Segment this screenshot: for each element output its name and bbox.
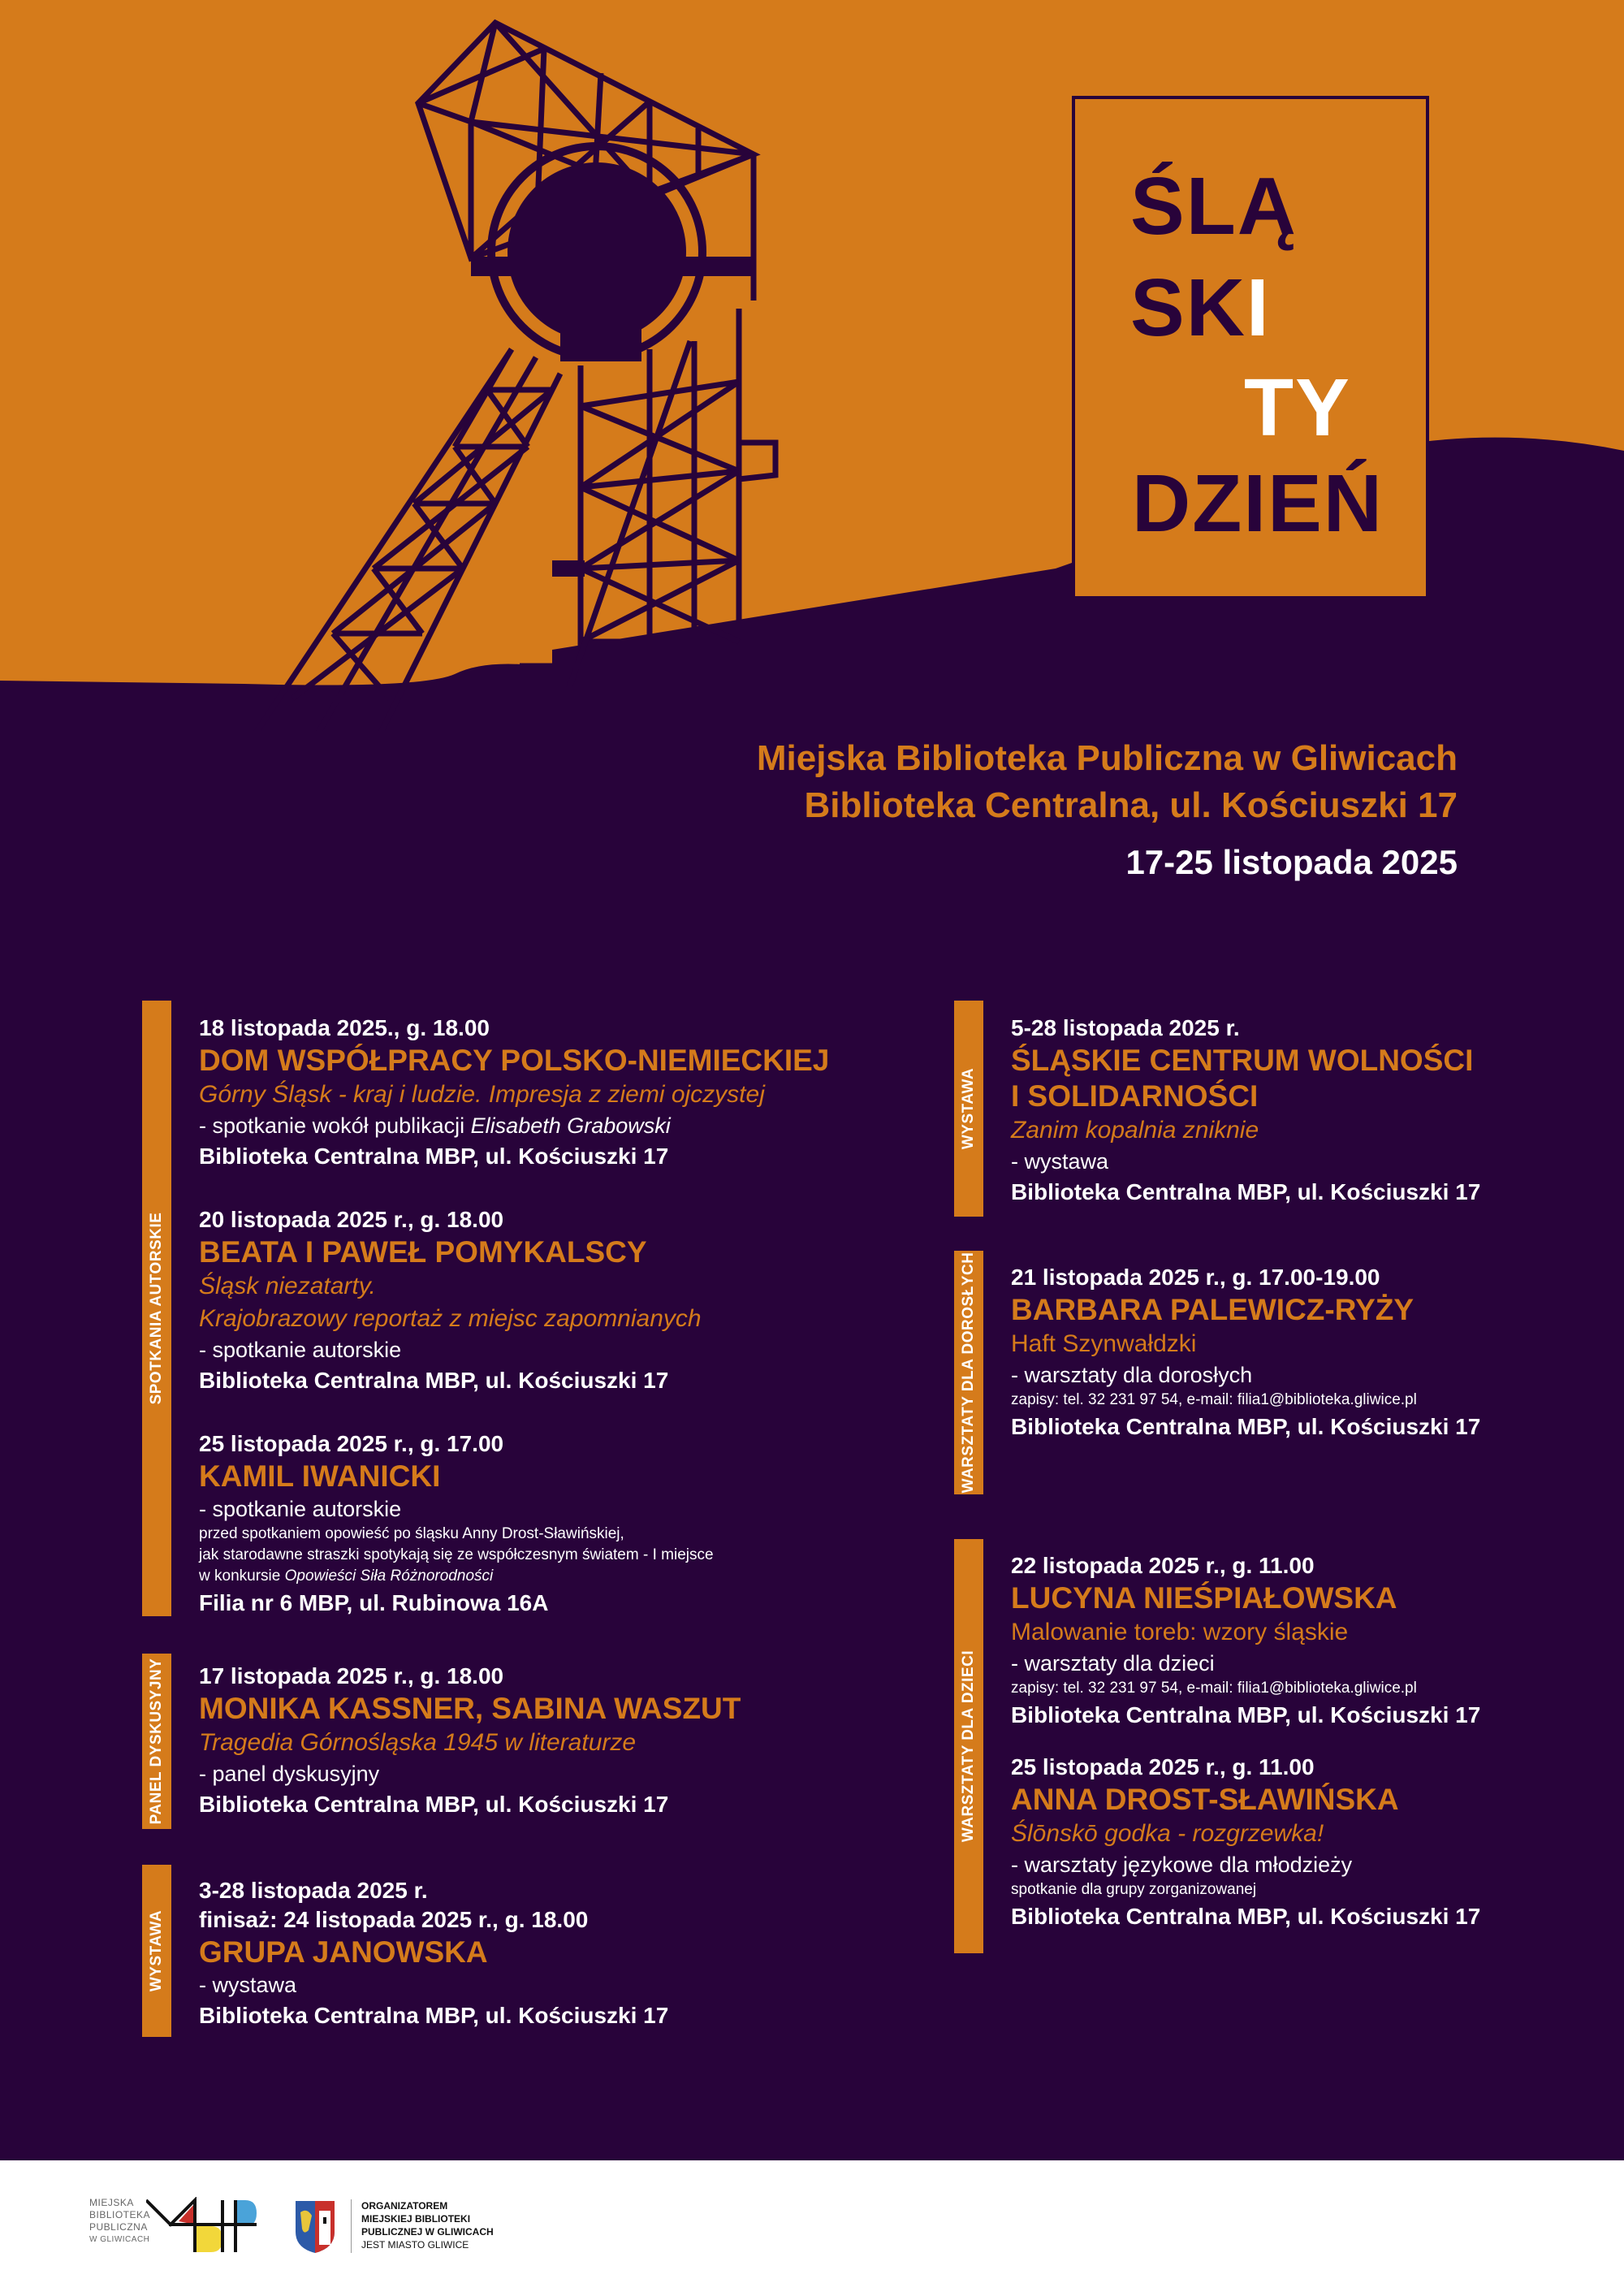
event-subtitle: Krajobrazowy reportaż z miejsc zapomnianych	[199, 1305, 702, 1332]
event-type: - spotkanie autorskie	[199, 1497, 402, 1521]
event-note	[199, 1566, 897, 1587]
event-date: 18 listopada 2025., g. 18.00	[199, 1015, 490, 1040]
event-place: Filia nr 6 MBP, ul. Rubinowa 16A	[199, 1590, 549, 1615]
event-name: KAMIL IWANICKI	[199, 1459, 441, 1493]
date-range: 17-25 listopada 2025	[1125, 843, 1458, 881]
event-note-prefix: w konkursie	[199, 1567, 285, 1585]
title-ski: SK	[1130, 262, 1246, 353]
event-date: 25 listopada 2025 r., g. 11.00	[1011, 1754, 1315, 1779]
event-date: 5-28 listopada 2025 r.	[1011, 1015, 1240, 1040]
title-line-1: ŚLĄ	[1130, 161, 1298, 252]
event-pomykalscy	[199, 1205, 897, 1397]
event-name: BEATA I PAWEŁ POMYKALSCY	[199, 1235, 647, 1269]
venue-heading	[757, 735, 1458, 829]
event-subtitle: Zanim kopalnia zniknie	[1011, 1117, 1259, 1144]
venue-line-library: Miejska Biblioteka Publiczna w Gliwicach	[756, 738, 1458, 778]
gliwice-coat-of-arms-icon	[294, 2199, 336, 2255]
event-name: ANNA DROST-SŁAWIŃSKA	[1011, 1783, 1399, 1816]
event-subtitle: Malowanie toreb: wzory śląskie	[1011, 1619, 1349, 1645]
category-bar-warsztaty-dzieci	[954, 1539, 983, 1953]
organizer-line: JEST MIASTO GLIWICE	[361, 2239, 469, 2251]
event-centrum-wolnosci	[1011, 1014, 1596, 1209]
category-bar-spotkania-autorskie	[142, 1001, 171, 1616]
logo-divider	[351, 2199, 352, 2253]
event-place: Biblioteka Centralna MBP, ul. Kościuszki 17	[199, 1144, 669, 1169]
mbp-logo-line: PUBLICZNA	[89, 2221, 148, 2233]
event-name: I SOLIDARNOŚCI	[1011, 1079, 1259, 1113]
event-place: Biblioteka Centralna MBP, ul. Kościuszki 17	[1011, 1702, 1481, 1727]
category-bar-wystawa-left	[142, 1865, 171, 2037]
venue-line-address: Biblioteka Centralna, ul. Kościuszki 17	[804, 785, 1458, 825]
event-name: BARBARA PALEWICZ-RYŻY	[1011, 1293, 1415, 1326]
right-events-dorosli	[1011, 1263, 1596, 1476]
event-note: jak starodawne straszki spotykają się ze współczesnym światem - I miejsce	[199, 1546, 714, 1563]
event-kassner-waszut	[199, 1662, 897, 1821]
event-place: Biblioteka Centralna MBP, ul. Kościuszki 17	[199, 1368, 669, 1393]
mbp-logo-icon	[146, 2197, 260, 2254]
event-note-contest: Opowieści Siła Różnorodności	[284, 1567, 494, 1585]
right-events-dzieci	[1011, 1551, 1596, 1965]
event-name: DOM WSPÓŁPRACY POLSKO-NIEMIECKIEJ	[199, 1044, 830, 1077]
event-date: 21 listopada 2025 r., g. 17.00-19.00	[1011, 1265, 1380, 1290]
mbp-logo-line: MIEJSKA	[89, 2197, 134, 2208]
event-subtitle: Tragedia Górnośląska 1945 w literaturze	[199, 1729, 637, 1756]
event-type-prefix: - spotkanie wokół publikacji	[199, 1113, 471, 1138]
event-dom-wspolpracy	[199, 1014, 897, 1173]
event-name: GRUPA JANOWSKA	[199, 1935, 488, 1969]
category-label: PANEL DYSKUSYJNY	[148, 1658, 165, 1825]
event-type: - warsztaty językowe dla młodzieży	[1011, 1853, 1353, 1877]
category-label: WARSZTATY DLA DOROSŁYCH	[960, 1252, 977, 1494]
event-type: - panel dyskusyjny	[199, 1762, 380, 1786]
event-iwanicki	[199, 1429, 897, 1619]
title-box	[1072, 96, 1429, 599]
title-line-4: DZIEŃ	[1132, 458, 1384, 549]
title-line-2	[1130, 262, 1271, 353]
event-place: Biblioteka Centralna MBP, ul. Kościuszki 17	[1011, 1904, 1481, 1929]
organizer-line: PUBLICZNEJ W GLIWICACH	[361, 2226, 494, 2238]
event-date: 22 listopada 2025 r., g. 11.00	[1011, 1553, 1315, 1578]
event-date: 25 listopada 2025 r., g. 17.00	[199, 1431, 504, 1456]
title-i-highlight: I	[1246, 262, 1271, 353]
event-date: 20 listopada 2025 r., g. 18.00	[199, 1207, 504, 1232]
event-date: 17 listopada 2025 r., g. 18.00	[199, 1663, 504, 1688]
mbp-logo-line: W GLIWICACH	[89, 2235, 150, 2244]
organizer-line: MIEJSKIEJ BIBLIOTEKI	[361, 2213, 471, 2225]
event-type: - warsztaty dla dzieci	[1011, 1651, 1215, 1676]
left-events-spotkania	[199, 1014, 897, 1652]
event-subtitle: Ślōnskō godka - rozgrzewka!	[1011, 1820, 1324, 1847]
event-palewicz-ryzy	[1011, 1263, 1596, 1443]
event-drost-slawinska	[1011, 1753, 1596, 1933]
event-place: Biblioteka Centralna MBP, ul. Kościuszki 17	[1011, 1179, 1481, 1204]
event-grupa-janowska	[199, 1876, 897, 2032]
category-label: WYSTAWA	[960, 1067, 977, 1150]
event-type: - warsztaty dla dorosłych	[1011, 1363, 1253, 1387]
event-signup-note: zapisy: tel. 32 231 97 54, e-mail: filia1@biblioteka.gliwice.pl	[1011, 1391, 1417, 1408]
event-type: - wystawa	[1011, 1149, 1109, 1174]
left-events-wystawa	[199, 1876, 897, 2065]
event-note: spotkanie dla grupy zorganizowanej	[1011, 1881, 1257, 1898]
category-bar-panel-dyskusyjny	[142, 1654, 171, 1829]
event-place: Biblioteka Centralna MBP, ul. Kościuszki 17	[199, 2003, 669, 2028]
mbp-logo-wordmark	[89, 2197, 150, 2246]
left-events-panel	[199, 1662, 897, 1853]
organizer-text	[361, 2199, 494, 2251]
event-subtitle: Górny Śląsk - kraj i ludzie. Impresja z ziemi ojczystej	[199, 1081, 765, 1108]
event-name: MONIKA KASSNER, SABINA WASZUT	[199, 1692, 741, 1725]
event-type: - spotkanie autorskie	[199, 1338, 402, 1362]
mbp-logo-line: BIBLIOTEKA	[89, 2209, 151, 2220]
event-date: 3-28 listopada 2025 r.	[199, 1878, 428, 1903]
category-label: WARSZTATY DLA DZIECI	[960, 1650, 977, 1843]
event-finissage-date: finisaż: 24 listopada 2025 r., g. 18.00	[199, 1907, 589, 1932]
event-subtitle: Śląsk niezatarty.	[199, 1273, 376, 1299]
event-type: - wystawa	[199, 1973, 297, 1997]
event-place: Biblioteka Centralna MBP, ul. Kościuszki 17	[1011, 1414, 1481, 1439]
event-subtitle: Haft Szynwałdzki	[1011, 1330, 1197, 1357]
category-label: WYSTAWA	[148, 1909, 165, 1992]
category-bar-warsztaty-dorosli	[954, 1251, 983, 1494]
category-label: SPOTKANIA AUTORSKIE	[148, 1212, 165, 1405]
category-bar-wystawa-right	[954, 1001, 983, 1217]
event-name: LUCYNA NIEŚPIAŁOWSKA	[1011, 1581, 1397, 1615]
event-type	[199, 1111, 897, 1140]
event-note: przed spotkaniem opowieść po śląsku Anny Drost-Sławińskiej,	[199, 1525, 624, 1542]
event-signup-note: zapisy: tel. 32 231 97 54, e-mail: filia1@biblioteka.gliwice.pl	[1011, 1680, 1417, 1697]
event-type-author: Elisabeth Grabowski	[470, 1113, 671, 1138]
event-name: ŚLĄSKIE CENTRUM WOLNOŚCI	[1011, 1044, 1474, 1077]
organizer-line: ORGANIZATOREM	[361, 2200, 448, 2212]
title-line-3: TY	[1244, 362, 1351, 453]
event-place: Biblioteka Centralna MBP, ul. Kościuszki 17	[199, 1792, 669, 1817]
event-niespialowska	[1011, 1551, 1596, 1732]
right-events-wystawa	[1011, 1014, 1596, 1241]
